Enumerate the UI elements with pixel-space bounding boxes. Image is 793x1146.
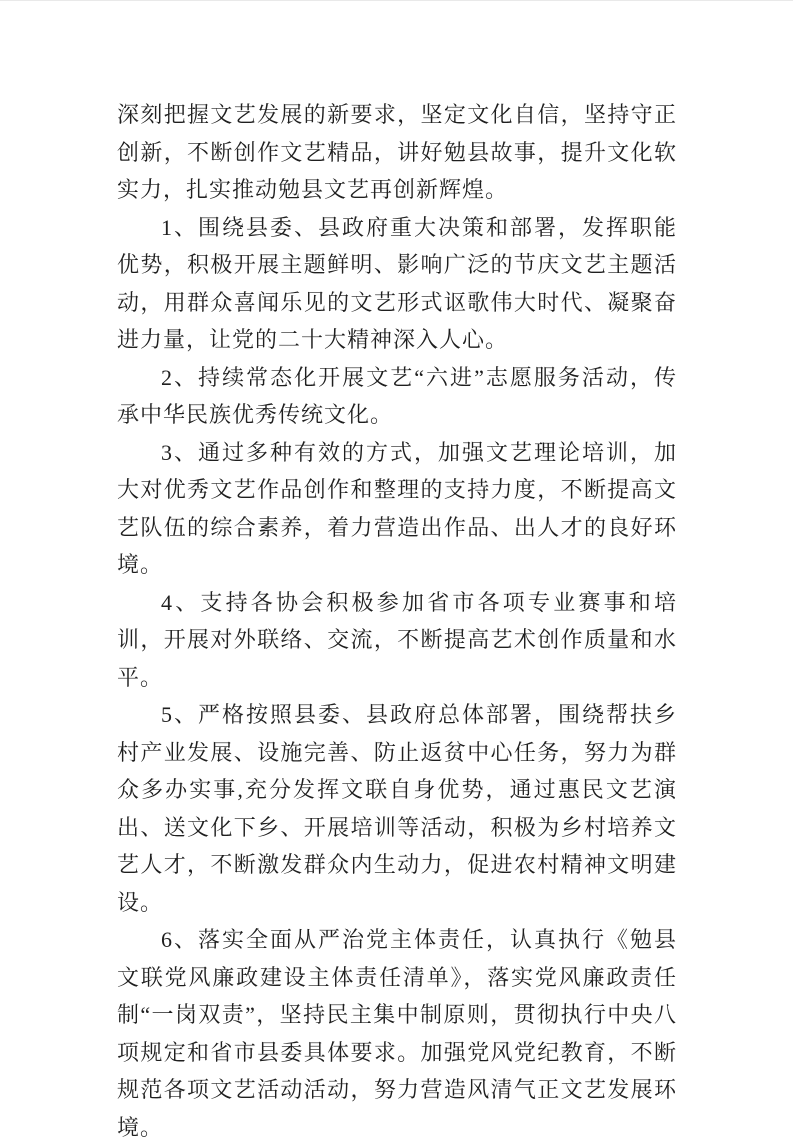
numbered-item-6: 6、落实全面从严治党主体责任，认真执行《勉县文联党风廉政建设主体责任清单》，落实党风廉政责任制“一岗双责”，坚持民主集中制原则，贯彻执行中央八项规定和省市县委具体要求。加强党风党纪教育，不断规范各项文艺活动活动，努力营造风清气正文艺发展环境。: [117, 927, 677, 1140]
document-body-text: [117, 96, 677, 1146]
numbered-item-2: 2、持续常态化开展文艺“六进”志愿服务活动，传承中华民族优秀传统文化。: [117, 364, 677, 427]
numbered-item-3: 3、通过多种有效的方式，加强文艺理论培训，加大对优秀文艺作品创作和整理的支持力度，不断提高文艺队伍的综合素养，着力营造出作品、出人才的良好环境。: [117, 439, 677, 577]
numbered-item-5: 5、严格按照县委、县政府总体部署，围绕帮扶乡村产业发展、设施完善、防止返贫中心任务，努力为群众多办实事,充分发挥文联自身优势，通过惠民文艺演出、送文化下乡、开展培训等活动，积极为乡村培养文艺人才，不断激发群众内生动力，促进农村精神文明建设。: [117, 702, 677, 915]
numbered-item-1: 1、围绕县委、县政府重大决策和部署，发挥职能优势，积极开展主题鲜明、影响广泛的节庆文艺主题活动，用群众喜闻乐见的文艺形式讴歌伟大时代、凝聚奋进力量，让党的二十大精神深入人心。: [117, 214, 677, 352]
numbered-item-4: 4、支持各协会积极参加省市各项专业赛事和培训，开展对外联络、交流，不断提高艺术创作质量和水平。: [117, 589, 677, 690]
body-paragraph-continuation: 深刻把握文艺发展的新要求，坚定文化自信，坚持守正创新，不断创作文艺精品，讲好勉县故事，提升文化软实力，扎实推动勉县文艺再创新辉煌。: [117, 102, 677, 202]
